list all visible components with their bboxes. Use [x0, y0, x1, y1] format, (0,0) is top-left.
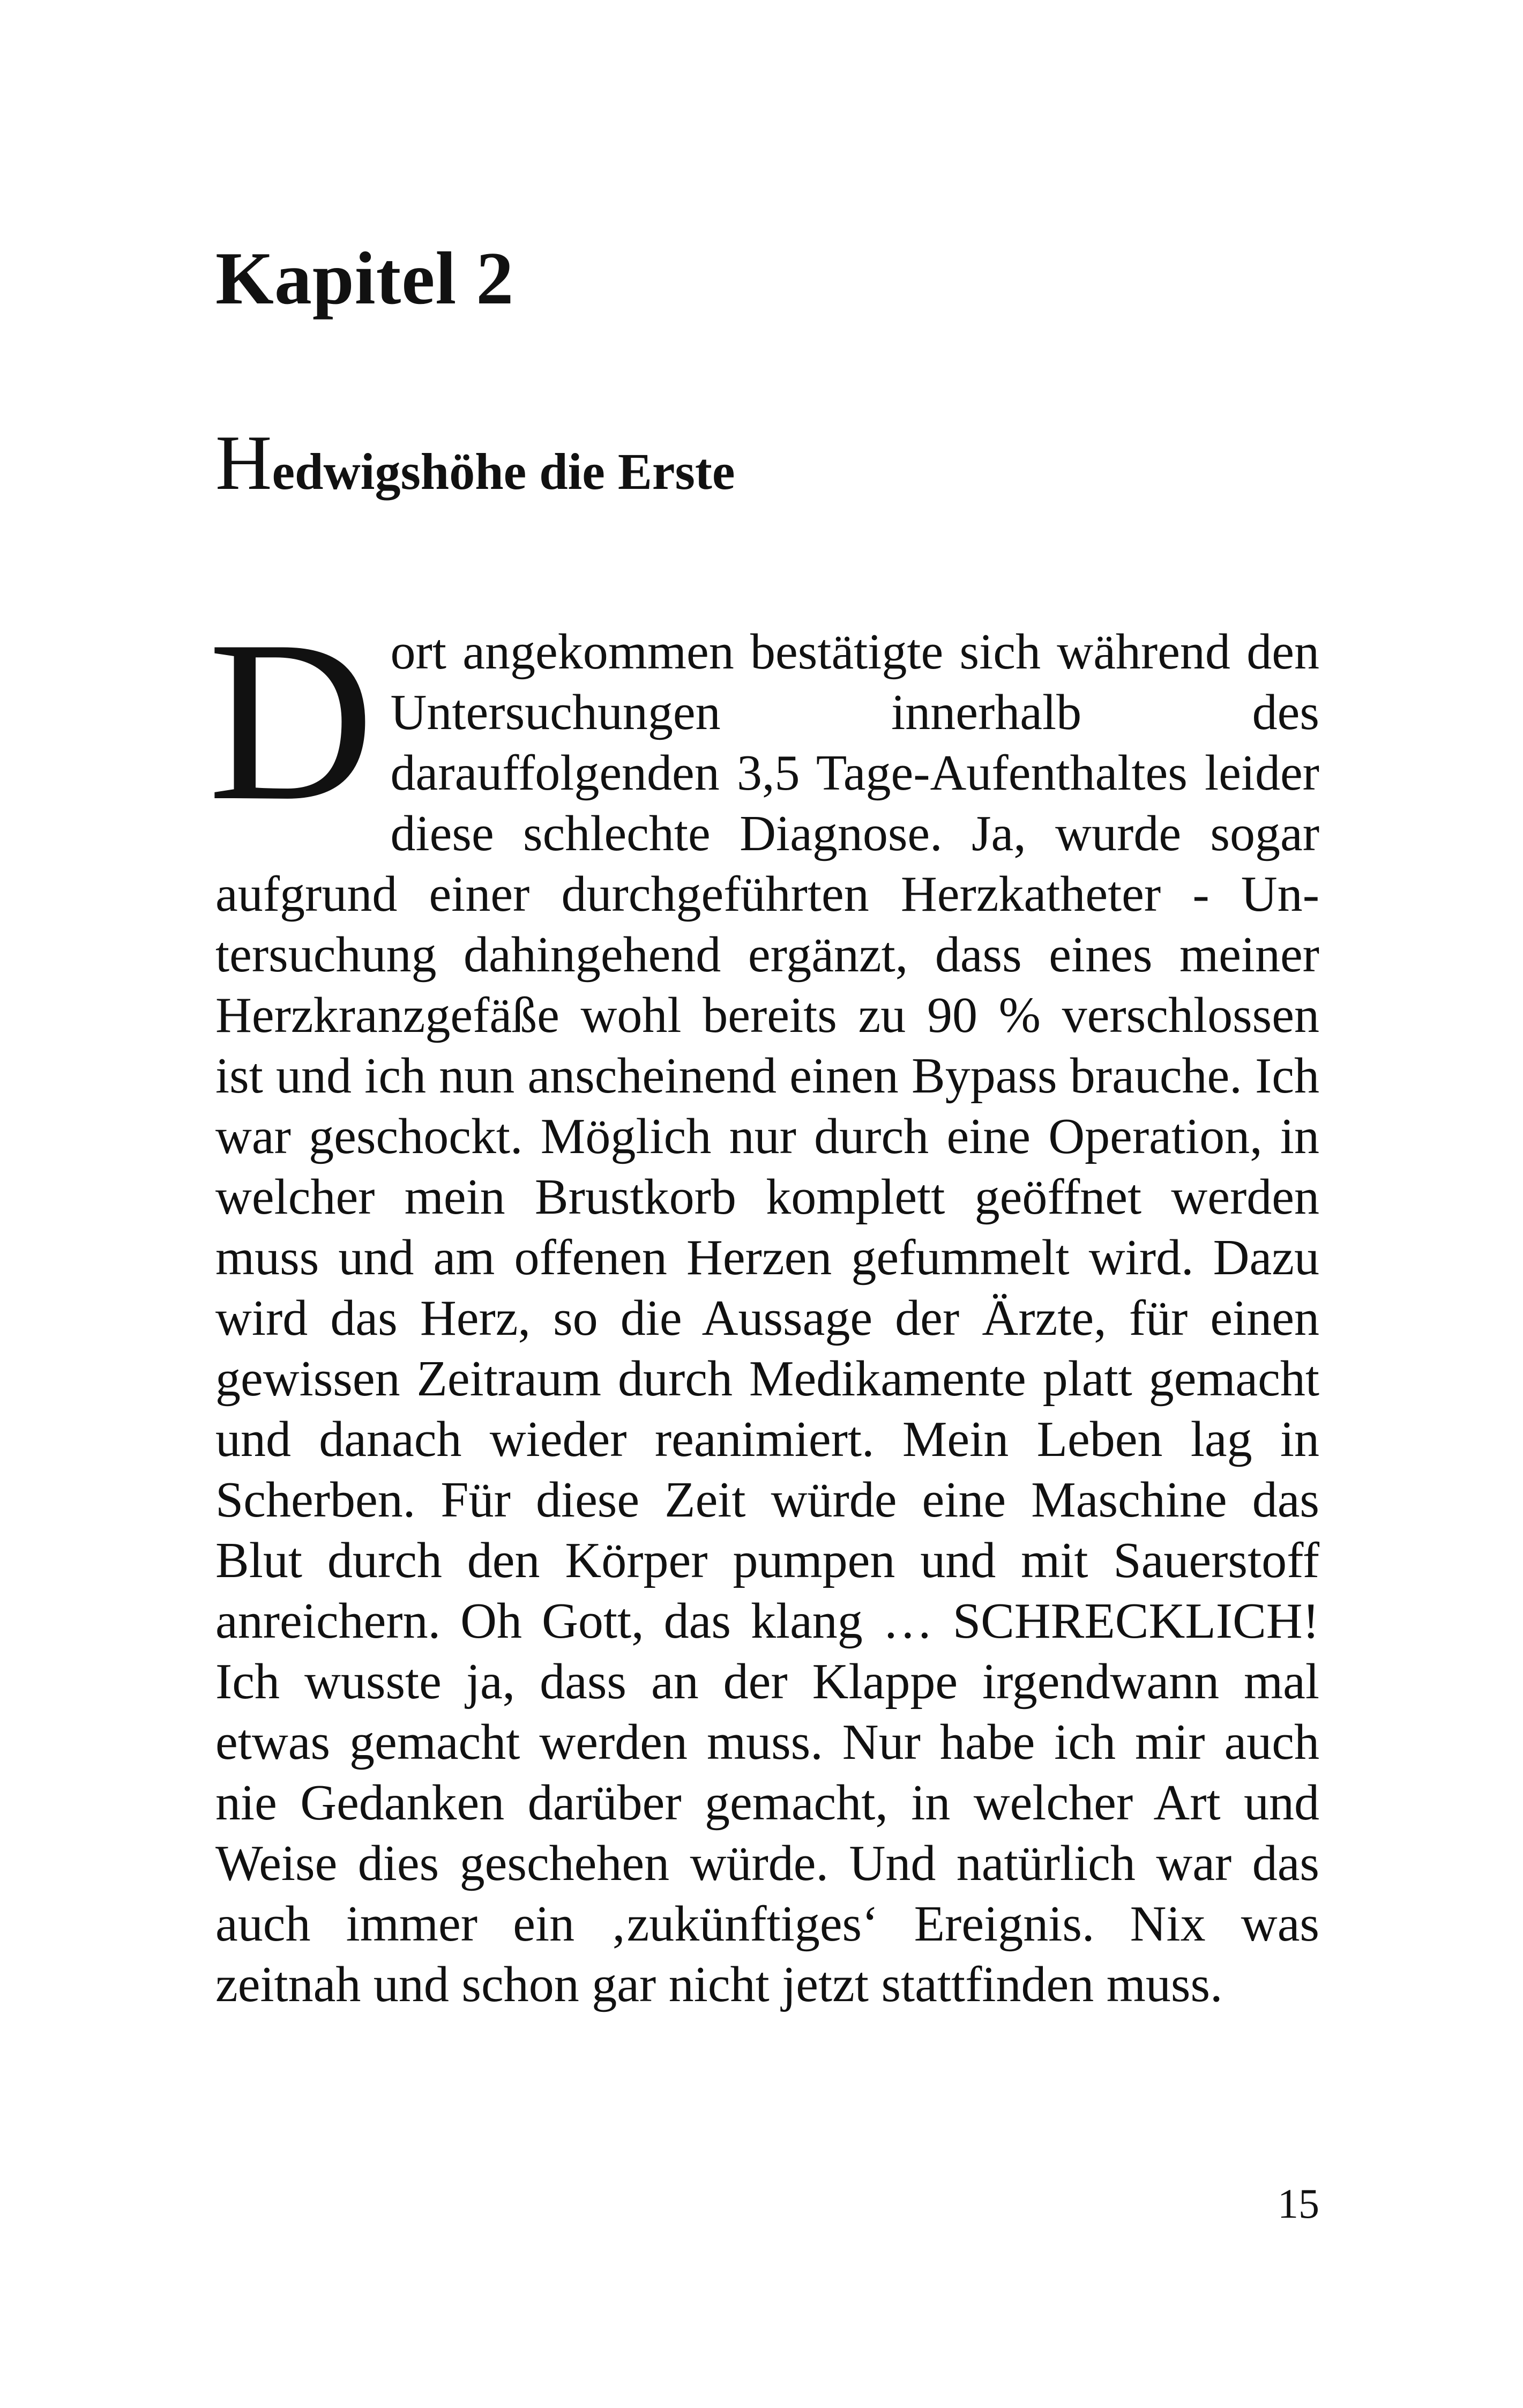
section-heading — [215, 419, 735, 506]
section-heading-initial: H — [215, 419, 272, 506]
body-paragraph — [208, 593, 1319, 2015]
section-heading-text: edwigshöhe die Erste — [272, 443, 735, 500]
page-number: 15 — [1278, 2180, 1319, 2227]
drop-cap: D — [208, 593, 375, 849]
chapter-heading: Kapitel 2 — [215, 237, 514, 320]
paragraph-text: ort angekommen bestätigte sich während den Untersuchungen innerhalb des darauffolgenden 3,5 Tage-Aufenthaltes leider diese schlechte Diagnose. Ja, wurde sogar aufgrund einer durchgeführten Herzkatheter - Untersuchung dahingehend ergänzt, dass eines meiner Herzkranzgefäße wohl bereits zu 90 % verschlossen ist und ich nun anscheinend einen Bypass brauche. Ich war geschockt. Möglich nur durch eine Operation, in welcher mein Brustkorb komplett geöffnet werden muss und am offenen Herzen gefummelt wird. Dazu wird das Herz, so die Aussage der Ärzte, für einen gewissen Zeitraum durch Medikamente platt gemacht und danach wieder reanimiert. Mein Leben lag in Scherben. Für diese Zeit würde eine Maschine das Blut durch den Körper pumpen und mit Sauerstoff anreichern. Oh Gott, das klang … SCHRECKLICH! Ich wusste ja, dass an der Klappe irgendwann mal etwas gemacht werden muss. Nur habe ich mir auch nie Gedanken darüber gemacht, in welcher Art und Weise dies geschehen würde. Und natürlich war das auch immer ein ‚zukünftiges‘ Ereignis. Nix was zeitnah und schon gar nicht jetzt stattfinden muss. — [215, 624, 1319, 2012]
